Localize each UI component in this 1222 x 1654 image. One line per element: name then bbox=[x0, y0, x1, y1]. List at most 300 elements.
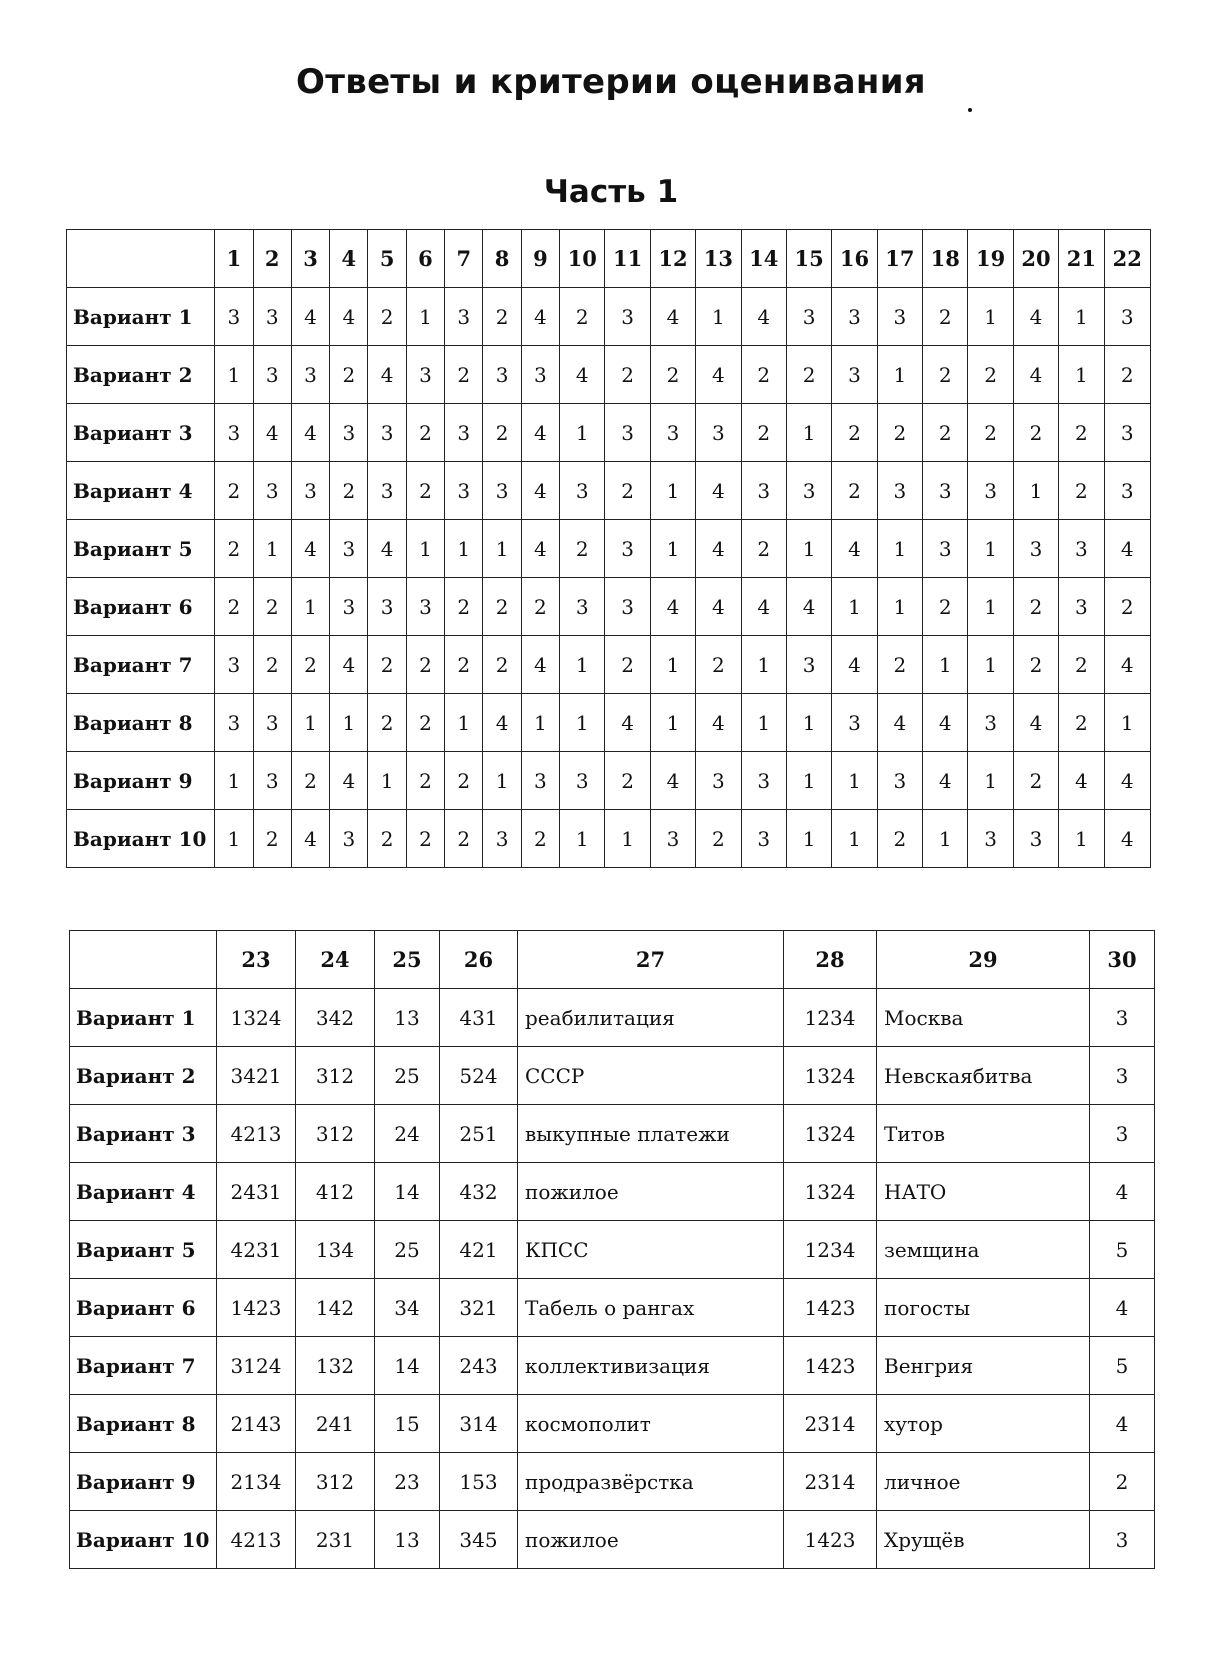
column-header: 20 bbox=[1013, 230, 1058, 288]
column-header: 3 bbox=[291, 230, 329, 288]
answer-cell: 23 bbox=[375, 1453, 440, 1511]
answer-cell: 3 bbox=[1104, 288, 1150, 346]
answer-cell: 241 bbox=[296, 1395, 375, 1453]
answer-cell: 3 bbox=[968, 694, 1013, 752]
answer-cell: 2 bbox=[215, 520, 253, 578]
answer-cell: пожилое bbox=[518, 1511, 784, 1569]
answer-cell: 3 bbox=[330, 810, 368, 868]
answer-cell: 4 bbox=[521, 462, 559, 520]
answer-cell: 312 bbox=[296, 1453, 375, 1511]
column-header: 14 bbox=[741, 230, 786, 288]
answer-cell: 2 bbox=[406, 636, 444, 694]
column-header: 26 bbox=[440, 931, 518, 989]
answer-cell: 1423 bbox=[784, 1279, 877, 1337]
header-row bbox=[70, 931, 1155, 989]
answer-cell: 4 bbox=[696, 694, 741, 752]
answer-cell: погосты bbox=[877, 1279, 1090, 1337]
answer-cell: 1 bbox=[445, 694, 483, 752]
answer-cell: 1 bbox=[1013, 462, 1058, 520]
answer-cell: 1 bbox=[786, 520, 831, 578]
answer-cell: 4 bbox=[368, 346, 406, 404]
table-row bbox=[70, 1105, 1155, 1163]
answer-cell: 1 bbox=[215, 810, 253, 868]
answer-cell: 3 bbox=[741, 462, 786, 520]
answer-cell: Табель о рангах bbox=[518, 1279, 784, 1337]
answer-cell: 3 bbox=[877, 752, 922, 810]
answer-cell: 1 bbox=[560, 636, 605, 694]
answer-cell: коллективизация bbox=[518, 1337, 784, 1395]
answer-cell: 1423 bbox=[784, 1511, 877, 1569]
answer-cell: 3 bbox=[253, 346, 291, 404]
answer-cell: 3 bbox=[560, 578, 605, 636]
answer-cell: 4 bbox=[923, 694, 968, 752]
answer-cell: 1 bbox=[741, 694, 786, 752]
answer-cell: 2 bbox=[215, 578, 253, 636]
answer-cell: 2 bbox=[1090, 1453, 1155, 1511]
answer-cell: 3 bbox=[832, 694, 877, 752]
variant-label: Вариант 6 bbox=[70, 1279, 217, 1337]
answer-cell: 4 bbox=[253, 404, 291, 462]
answer-cell: 1324 bbox=[784, 1163, 877, 1221]
column-header: 7 bbox=[445, 230, 483, 288]
answer-cell: 3 bbox=[877, 462, 922, 520]
answer-cell: 2 bbox=[832, 404, 877, 462]
answer-cell: 4 bbox=[330, 636, 368, 694]
answer-cell: 1 bbox=[877, 520, 922, 578]
variant-label: Вариант 7 bbox=[70, 1337, 217, 1395]
column-header: 17 bbox=[877, 230, 922, 288]
answer-cell: 1 bbox=[1059, 810, 1104, 868]
answer-cell: 2 bbox=[877, 810, 922, 868]
answer-cell: 3124 bbox=[217, 1337, 296, 1395]
table-row bbox=[70, 1221, 1155, 1279]
answer-cell: 2 bbox=[1104, 578, 1150, 636]
table-row bbox=[67, 810, 1151, 868]
answer-cell: 3 bbox=[1090, 1105, 1155, 1163]
answer-cell: 2 bbox=[330, 346, 368, 404]
answer-cell: 14 bbox=[375, 1163, 440, 1221]
answer-cell: 1 bbox=[215, 752, 253, 810]
variant-label: Вариант 10 bbox=[67, 810, 215, 868]
answer-cell: 1 bbox=[560, 810, 605, 868]
table-row bbox=[67, 462, 1151, 520]
answer-cell: 3 bbox=[483, 810, 521, 868]
answer-cell: 2 bbox=[445, 636, 483, 694]
answer-cell: 4 bbox=[368, 520, 406, 578]
answer-cell: 1 bbox=[650, 694, 695, 752]
variant-label: Вариант 8 bbox=[70, 1395, 217, 1453]
answer-cell: 1 bbox=[330, 694, 368, 752]
answer-cell: 3 bbox=[786, 636, 831, 694]
stray-dot bbox=[968, 108, 972, 112]
answer-cell: 1423 bbox=[784, 1337, 877, 1395]
variant-label: Вариант 4 bbox=[67, 462, 215, 520]
answer-cell: 13 bbox=[375, 989, 440, 1047]
answer-cell: 1 bbox=[877, 578, 922, 636]
answer-cell: 4 bbox=[291, 520, 329, 578]
column-header: 6 bbox=[406, 230, 444, 288]
answer-cell: 134 bbox=[296, 1221, 375, 1279]
column-header: 30 bbox=[1090, 931, 1155, 989]
answer-cell: 2 bbox=[445, 578, 483, 636]
answer-cell: 2 bbox=[406, 752, 444, 810]
answer-cell: 2 bbox=[696, 636, 741, 694]
answer-cell: 231 bbox=[296, 1511, 375, 1569]
answer-cell: 1 bbox=[560, 694, 605, 752]
answer-cell: 132 bbox=[296, 1337, 375, 1395]
answer-cell: 4 bbox=[786, 578, 831, 636]
answer-cell: пожилое bbox=[518, 1163, 784, 1221]
answer-cell: 3 bbox=[445, 288, 483, 346]
answer-cell: 2 bbox=[483, 288, 521, 346]
answer-cell: 1 bbox=[968, 578, 1013, 636]
answer-cell: КПСС bbox=[518, 1221, 784, 1279]
answer-cell: 3 bbox=[832, 346, 877, 404]
answer-cell: 3 bbox=[253, 462, 291, 520]
variant-label: Вариант 7 bbox=[67, 636, 215, 694]
answer-cell: 3 bbox=[445, 404, 483, 462]
answer-cell: 4 bbox=[1090, 1395, 1155, 1453]
answer-cell: 3 bbox=[1104, 404, 1150, 462]
column-header: 19 bbox=[968, 230, 1013, 288]
answer-cell: 4 bbox=[1104, 520, 1150, 578]
answer-cell: 524 bbox=[440, 1047, 518, 1105]
answer-cell: 4 bbox=[696, 346, 741, 404]
answer-cell: 321 bbox=[440, 1279, 518, 1337]
answer-cell: 1 bbox=[786, 694, 831, 752]
answer-cell: 2 bbox=[560, 520, 605, 578]
answer-cell: 1 bbox=[483, 520, 521, 578]
answer-cell: 1 bbox=[650, 462, 695, 520]
answer-cell: 3 bbox=[560, 752, 605, 810]
answer-cell: 4 bbox=[923, 752, 968, 810]
answer-cell: 15 bbox=[375, 1395, 440, 1453]
answer-cell: 4 bbox=[877, 694, 922, 752]
answer-cell: 2 bbox=[445, 752, 483, 810]
column-header: 27 bbox=[518, 931, 784, 989]
answer-cell: 2 bbox=[406, 810, 444, 868]
answer-cell: 34 bbox=[375, 1279, 440, 1337]
answer-cell: 3 bbox=[253, 694, 291, 752]
answer-cell: НАТО bbox=[877, 1163, 1090, 1221]
table-row bbox=[67, 288, 1151, 346]
answer-cell: 2 bbox=[1104, 346, 1150, 404]
answer-cell: 3 bbox=[521, 752, 559, 810]
answer-cell: 1 bbox=[786, 752, 831, 810]
answer-cell: 2 bbox=[877, 636, 922, 694]
table-row bbox=[70, 1163, 1155, 1221]
answer-cell: 1 bbox=[368, 752, 406, 810]
variant-label: Вариант 1 bbox=[70, 989, 217, 1047]
answer-cell: 412 bbox=[296, 1163, 375, 1221]
answer-cell: 2 bbox=[1059, 694, 1104, 752]
answer-cell: 4 bbox=[521, 404, 559, 462]
answer-cell: 142 bbox=[296, 1279, 375, 1337]
answer-cell: 2 bbox=[1013, 578, 1058, 636]
corner-cell bbox=[67, 230, 215, 288]
answer-cell: 1 bbox=[1059, 288, 1104, 346]
answer-cell: 2 bbox=[923, 578, 968, 636]
answer-cell: 3 bbox=[923, 462, 968, 520]
table-row bbox=[70, 1453, 1155, 1511]
answers-table-part1 bbox=[66, 229, 1151, 868]
answer-cell: 2 bbox=[521, 578, 559, 636]
variant-label: Вариант 9 bbox=[67, 752, 215, 810]
answer-cell: 2 bbox=[741, 346, 786, 404]
answer-cell: 4213 bbox=[217, 1105, 296, 1163]
answer-cell: 4 bbox=[832, 520, 877, 578]
answer-cell: 2 bbox=[215, 462, 253, 520]
answer-cell: 312 bbox=[296, 1105, 375, 1163]
answer-cell: 1 bbox=[786, 810, 831, 868]
answer-cell: 4 bbox=[521, 520, 559, 578]
answer-cell: 2 bbox=[923, 346, 968, 404]
answer-cell: 3 bbox=[1090, 1511, 1155, 1569]
answer-cell: 4 bbox=[1104, 752, 1150, 810]
answer-cell: 1 bbox=[215, 346, 253, 404]
answer-cell: 3 bbox=[368, 404, 406, 462]
answer-cell: 3 bbox=[968, 462, 1013, 520]
answer-cell: 3 bbox=[968, 810, 1013, 868]
column-header: 24 bbox=[296, 931, 375, 989]
answer-cell: 3 bbox=[923, 520, 968, 578]
answer-cell: 1 bbox=[253, 520, 291, 578]
answer-cell: 2 bbox=[650, 346, 695, 404]
answer-cell: 1 bbox=[521, 694, 559, 752]
answer-cell: 2 bbox=[832, 462, 877, 520]
answer-cell: 2 bbox=[291, 752, 329, 810]
answer-cell: 4 bbox=[832, 636, 877, 694]
answer-cell: 2314 bbox=[784, 1395, 877, 1453]
variant-label: Вариант 1 bbox=[67, 288, 215, 346]
table-row bbox=[67, 346, 1151, 404]
answer-cell: 3 bbox=[215, 288, 253, 346]
answer-cell: 4 bbox=[1059, 752, 1104, 810]
answer-cell: 4 bbox=[650, 752, 695, 810]
answer-cell: 2 bbox=[445, 810, 483, 868]
corner-cell bbox=[70, 931, 217, 989]
column-header: 22 bbox=[1104, 230, 1150, 288]
answer-cell: 2 bbox=[368, 694, 406, 752]
answer-cell: 2 bbox=[605, 752, 650, 810]
answer-cell: 5 bbox=[1090, 1337, 1155, 1395]
answer-cell: 4 bbox=[696, 462, 741, 520]
answer-cell: 3 bbox=[330, 520, 368, 578]
answer-cell: 3 bbox=[605, 404, 650, 462]
answer-cell: земщина bbox=[877, 1221, 1090, 1279]
answer-cell: 4 bbox=[291, 810, 329, 868]
column-header: 25 bbox=[375, 931, 440, 989]
answer-cell: 1 bbox=[741, 636, 786, 694]
answer-cell: 4 bbox=[741, 578, 786, 636]
answer-cell: 1 bbox=[696, 288, 741, 346]
column-header: 16 bbox=[832, 230, 877, 288]
answer-cell: 2 bbox=[1059, 462, 1104, 520]
answer-cell: 4 bbox=[696, 578, 741, 636]
answer-cell: 2314 bbox=[784, 1453, 877, 1511]
answer-cell: 2 bbox=[330, 462, 368, 520]
answer-cell: 14 bbox=[375, 1337, 440, 1395]
table-row bbox=[67, 752, 1151, 810]
column-header: 8 bbox=[483, 230, 521, 288]
answer-cell: 2134 bbox=[217, 1453, 296, 1511]
answer-cell: 4 bbox=[330, 752, 368, 810]
answer-cell: 3 bbox=[215, 694, 253, 752]
variant-label: Вариант 5 bbox=[67, 520, 215, 578]
column-header: 12 bbox=[650, 230, 695, 288]
answer-cell: 3 bbox=[560, 462, 605, 520]
section-title: Часть 1 bbox=[543, 174, 679, 210]
answer-cell: 2 bbox=[406, 694, 444, 752]
answer-cell: 2 bbox=[877, 404, 922, 462]
header-row bbox=[67, 230, 1151, 288]
answer-cell: 4 bbox=[1013, 288, 1058, 346]
answer-cell: 1 bbox=[786, 404, 831, 462]
column-header: 28 bbox=[784, 931, 877, 989]
answer-cell: 2 bbox=[786, 346, 831, 404]
answer-cell: 4 bbox=[1104, 810, 1150, 868]
answer-cell: 1 bbox=[291, 578, 329, 636]
answer-cell: Хрущёв bbox=[877, 1511, 1090, 1569]
answer-cell: 2 bbox=[605, 346, 650, 404]
answer-cell: реабилитация bbox=[518, 989, 784, 1047]
answer-cell: 2143 bbox=[217, 1395, 296, 1453]
table-row bbox=[70, 989, 1155, 1047]
column-header: 10 bbox=[560, 230, 605, 288]
answer-cell: 3421 bbox=[217, 1047, 296, 1105]
answer-cell: 3 bbox=[832, 288, 877, 346]
table-row bbox=[70, 1047, 1155, 1105]
table-row bbox=[70, 1511, 1155, 1569]
answer-cell: 2 bbox=[445, 346, 483, 404]
answer-cell: 4 bbox=[1013, 694, 1058, 752]
answer-cell: 2 bbox=[1013, 752, 1058, 810]
answer-cell: 2 bbox=[968, 404, 1013, 462]
answer-cell: 3 bbox=[483, 346, 521, 404]
answer-cell: 1423 bbox=[217, 1279, 296, 1337]
answer-cell: 3 bbox=[877, 288, 922, 346]
answer-cell: 4 bbox=[483, 694, 521, 752]
answer-cell: 4 bbox=[521, 636, 559, 694]
answer-cell: 3 bbox=[1059, 520, 1104, 578]
answer-cell: 3 bbox=[253, 752, 291, 810]
answer-cell: 1 bbox=[605, 810, 650, 868]
answer-cell: 1 bbox=[832, 578, 877, 636]
answer-cell: 345 bbox=[440, 1511, 518, 1569]
table-row bbox=[70, 1279, 1155, 1337]
answer-cell: 13 bbox=[375, 1511, 440, 1569]
answer-cell: 2 bbox=[1059, 404, 1104, 462]
variant-label: Вариант 2 bbox=[70, 1047, 217, 1105]
answer-cell: 4 bbox=[1013, 346, 1058, 404]
table-row bbox=[67, 636, 1151, 694]
variant-label: Вариант 5 bbox=[70, 1221, 217, 1279]
answer-cell: 3 bbox=[605, 520, 650, 578]
column-header: 13 bbox=[696, 230, 741, 288]
answer-cell: 2 bbox=[253, 636, 291, 694]
answer-cell: продразвёрстка bbox=[518, 1453, 784, 1511]
answer-cell: 4 bbox=[1090, 1279, 1155, 1337]
answer-cell: 1234 bbox=[784, 1221, 877, 1279]
answer-cell: 4213 bbox=[217, 1511, 296, 1569]
answer-cell: 2 bbox=[1013, 636, 1058, 694]
answer-cell: 4 bbox=[605, 694, 650, 752]
answer-cell: 251 bbox=[440, 1105, 518, 1163]
answer-cell: 3 bbox=[1104, 462, 1150, 520]
column-header: 18 bbox=[923, 230, 968, 288]
answer-cell: 1 bbox=[483, 752, 521, 810]
column-header: 21 bbox=[1059, 230, 1104, 288]
answer-cell: 243 bbox=[440, 1337, 518, 1395]
column-header: 5 bbox=[368, 230, 406, 288]
answer-cell: 3 bbox=[368, 462, 406, 520]
answer-cell: 3 bbox=[215, 404, 253, 462]
answer-cell: 1 bbox=[923, 636, 968, 694]
answer-cell: 1 bbox=[832, 810, 877, 868]
answer-cell: 3 bbox=[406, 578, 444, 636]
answer-cell: 2 bbox=[968, 346, 1013, 404]
answer-cell: 2 bbox=[1059, 636, 1104, 694]
answer-cell: 4 bbox=[1104, 636, 1150, 694]
answer-cell: 2 bbox=[741, 404, 786, 462]
answer-cell: 2 bbox=[253, 578, 291, 636]
answer-cell: 1 bbox=[560, 404, 605, 462]
answer-cell: 2 bbox=[923, 404, 968, 462]
answer-cell: 3 bbox=[291, 346, 329, 404]
answer-cell: 3 bbox=[650, 404, 695, 462]
answer-cell: 1 bbox=[650, 520, 695, 578]
answer-cell: 25 bbox=[375, 1221, 440, 1279]
answer-cell: 3 bbox=[406, 346, 444, 404]
variant-label: Вариант 2 bbox=[67, 346, 215, 404]
answer-cell: 342 bbox=[296, 989, 375, 1047]
answer-cell: 1 bbox=[968, 752, 1013, 810]
answer-cell: 2 bbox=[368, 636, 406, 694]
variant-label: Вариант 6 bbox=[67, 578, 215, 636]
answer-cell: 4 bbox=[291, 404, 329, 462]
answer-cell: 2 bbox=[696, 810, 741, 868]
answer-cell: 4 bbox=[521, 288, 559, 346]
column-header: 23 bbox=[217, 931, 296, 989]
answer-cell: Титов bbox=[877, 1105, 1090, 1163]
table-row bbox=[67, 520, 1151, 578]
answer-cell: 24 bbox=[375, 1105, 440, 1163]
column-header: 4 bbox=[330, 230, 368, 288]
answer-cell: 3 bbox=[215, 636, 253, 694]
variant-label: Вариант 3 bbox=[67, 404, 215, 462]
answer-cell: 1234 bbox=[784, 989, 877, 1047]
answer-cell: 3 bbox=[1013, 810, 1058, 868]
answer-cell: 1 bbox=[968, 288, 1013, 346]
answer-cell: 153 bbox=[440, 1453, 518, 1511]
table-row bbox=[70, 1395, 1155, 1453]
answer-cell: 25 bbox=[375, 1047, 440, 1105]
answer-cell: 3 bbox=[1090, 1047, 1155, 1105]
variant-label: Вариант 4 bbox=[70, 1163, 217, 1221]
answer-cell: 3 bbox=[650, 810, 695, 868]
answer-cell: 4 bbox=[650, 288, 695, 346]
answer-cell: 3 bbox=[696, 404, 741, 462]
answer-cell: 4 bbox=[696, 520, 741, 578]
answer-cell: 2 bbox=[483, 636, 521, 694]
answer-cell: 421 bbox=[440, 1221, 518, 1279]
answer-cell: 3 bbox=[786, 462, 831, 520]
answer-cell: 1324 bbox=[784, 1047, 877, 1105]
column-header: 2 bbox=[253, 230, 291, 288]
answer-cell: 1 bbox=[445, 520, 483, 578]
answer-cell: 2 bbox=[741, 520, 786, 578]
answer-cell: личное bbox=[877, 1453, 1090, 1511]
